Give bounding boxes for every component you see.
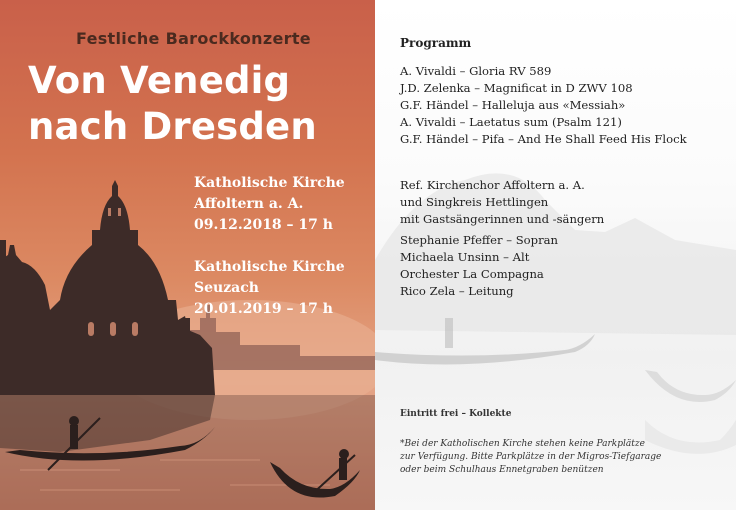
- concert-subtitle: Festliche Barockkonzerte: [76, 29, 311, 48]
- choir-line: Ref. Kirchenchor Affoltern a. A.: [400, 178, 585, 192]
- parking-note-line: oder beim Schulhaus Ennetgraben benützen: [400, 465, 604, 475]
- venue-place: Katholische Kirche: [194, 259, 345, 275]
- program-item: G.F. Händel – Halleluja aus «Messiah»: [400, 98, 626, 112]
- title-line-2: nach Dresden: [28, 105, 317, 148]
- venue-town: Affoltern a. A.: [194, 196, 304, 212]
- performer-line: Michaela Unsinn – Alt: [400, 250, 530, 264]
- performer-line: Rico Zela – Leitung: [400, 284, 514, 298]
- program-item: A. Vivaldi – Laetatus sum (Psalm 121): [400, 115, 622, 129]
- program-list: [400, 63, 687, 148]
- program-item: G.F. Händel – Pifa – And He Shall Feed His Flock: [400, 132, 687, 146]
- program-item: J.D. Zelenka – Magnificat in D ZWV 108: [400, 81, 633, 95]
- title-line-1: Von Venedig: [28, 59, 291, 102]
- choir-line: mit Gastsängerinnen und -sängern: [400, 212, 605, 226]
- faded-gondola-2: [645, 370, 736, 402]
- program-heading: Programm: [400, 36, 472, 50]
- parking-note: [400, 438, 661, 477]
- tower: [184, 318, 190, 348]
- choir-line: und Singkreis Hettlingen: [400, 195, 549, 209]
- concert-title: [28, 58, 317, 150]
- venue-place: Katholische Kirche: [194, 175, 345, 191]
- performer-line: Orchester La Compagna: [400, 267, 544, 281]
- faded-gondola: [375, 334, 595, 365]
- venue-datetime: 20.01.2019 – 17 h: [194, 301, 333, 317]
- venue-affoltern: [194, 173, 345, 236]
- admission-text: Eintritt frei – Kollekte: [400, 409, 512, 419]
- venue-datetime: 09.12.2018 – 17 h: [194, 217, 333, 233]
- parking-note-line: zur Verfügung. Bitte Parkplätze in der Migros-Tiefgarage: [400, 452, 662, 462]
- performer-line: Stephanie Pfeffer – Sopran: [400, 233, 559, 247]
- venue-seuzach: [194, 257, 345, 320]
- faded-gondolier: [445, 318, 453, 348]
- performer-list: [400, 232, 558, 300]
- choir-list: [400, 177, 604, 228]
- program-item: A. Vivaldi – Gloria RV 589: [400, 64, 552, 78]
- venue-town: Seuzach: [194, 280, 259, 296]
- tower: [0, 240, 6, 270]
- basilica-silhouette: [0, 180, 215, 395]
- parking-note-line: *Bei der Katholischen Kirche stehen keine Parkplätze: [400, 439, 645, 449]
